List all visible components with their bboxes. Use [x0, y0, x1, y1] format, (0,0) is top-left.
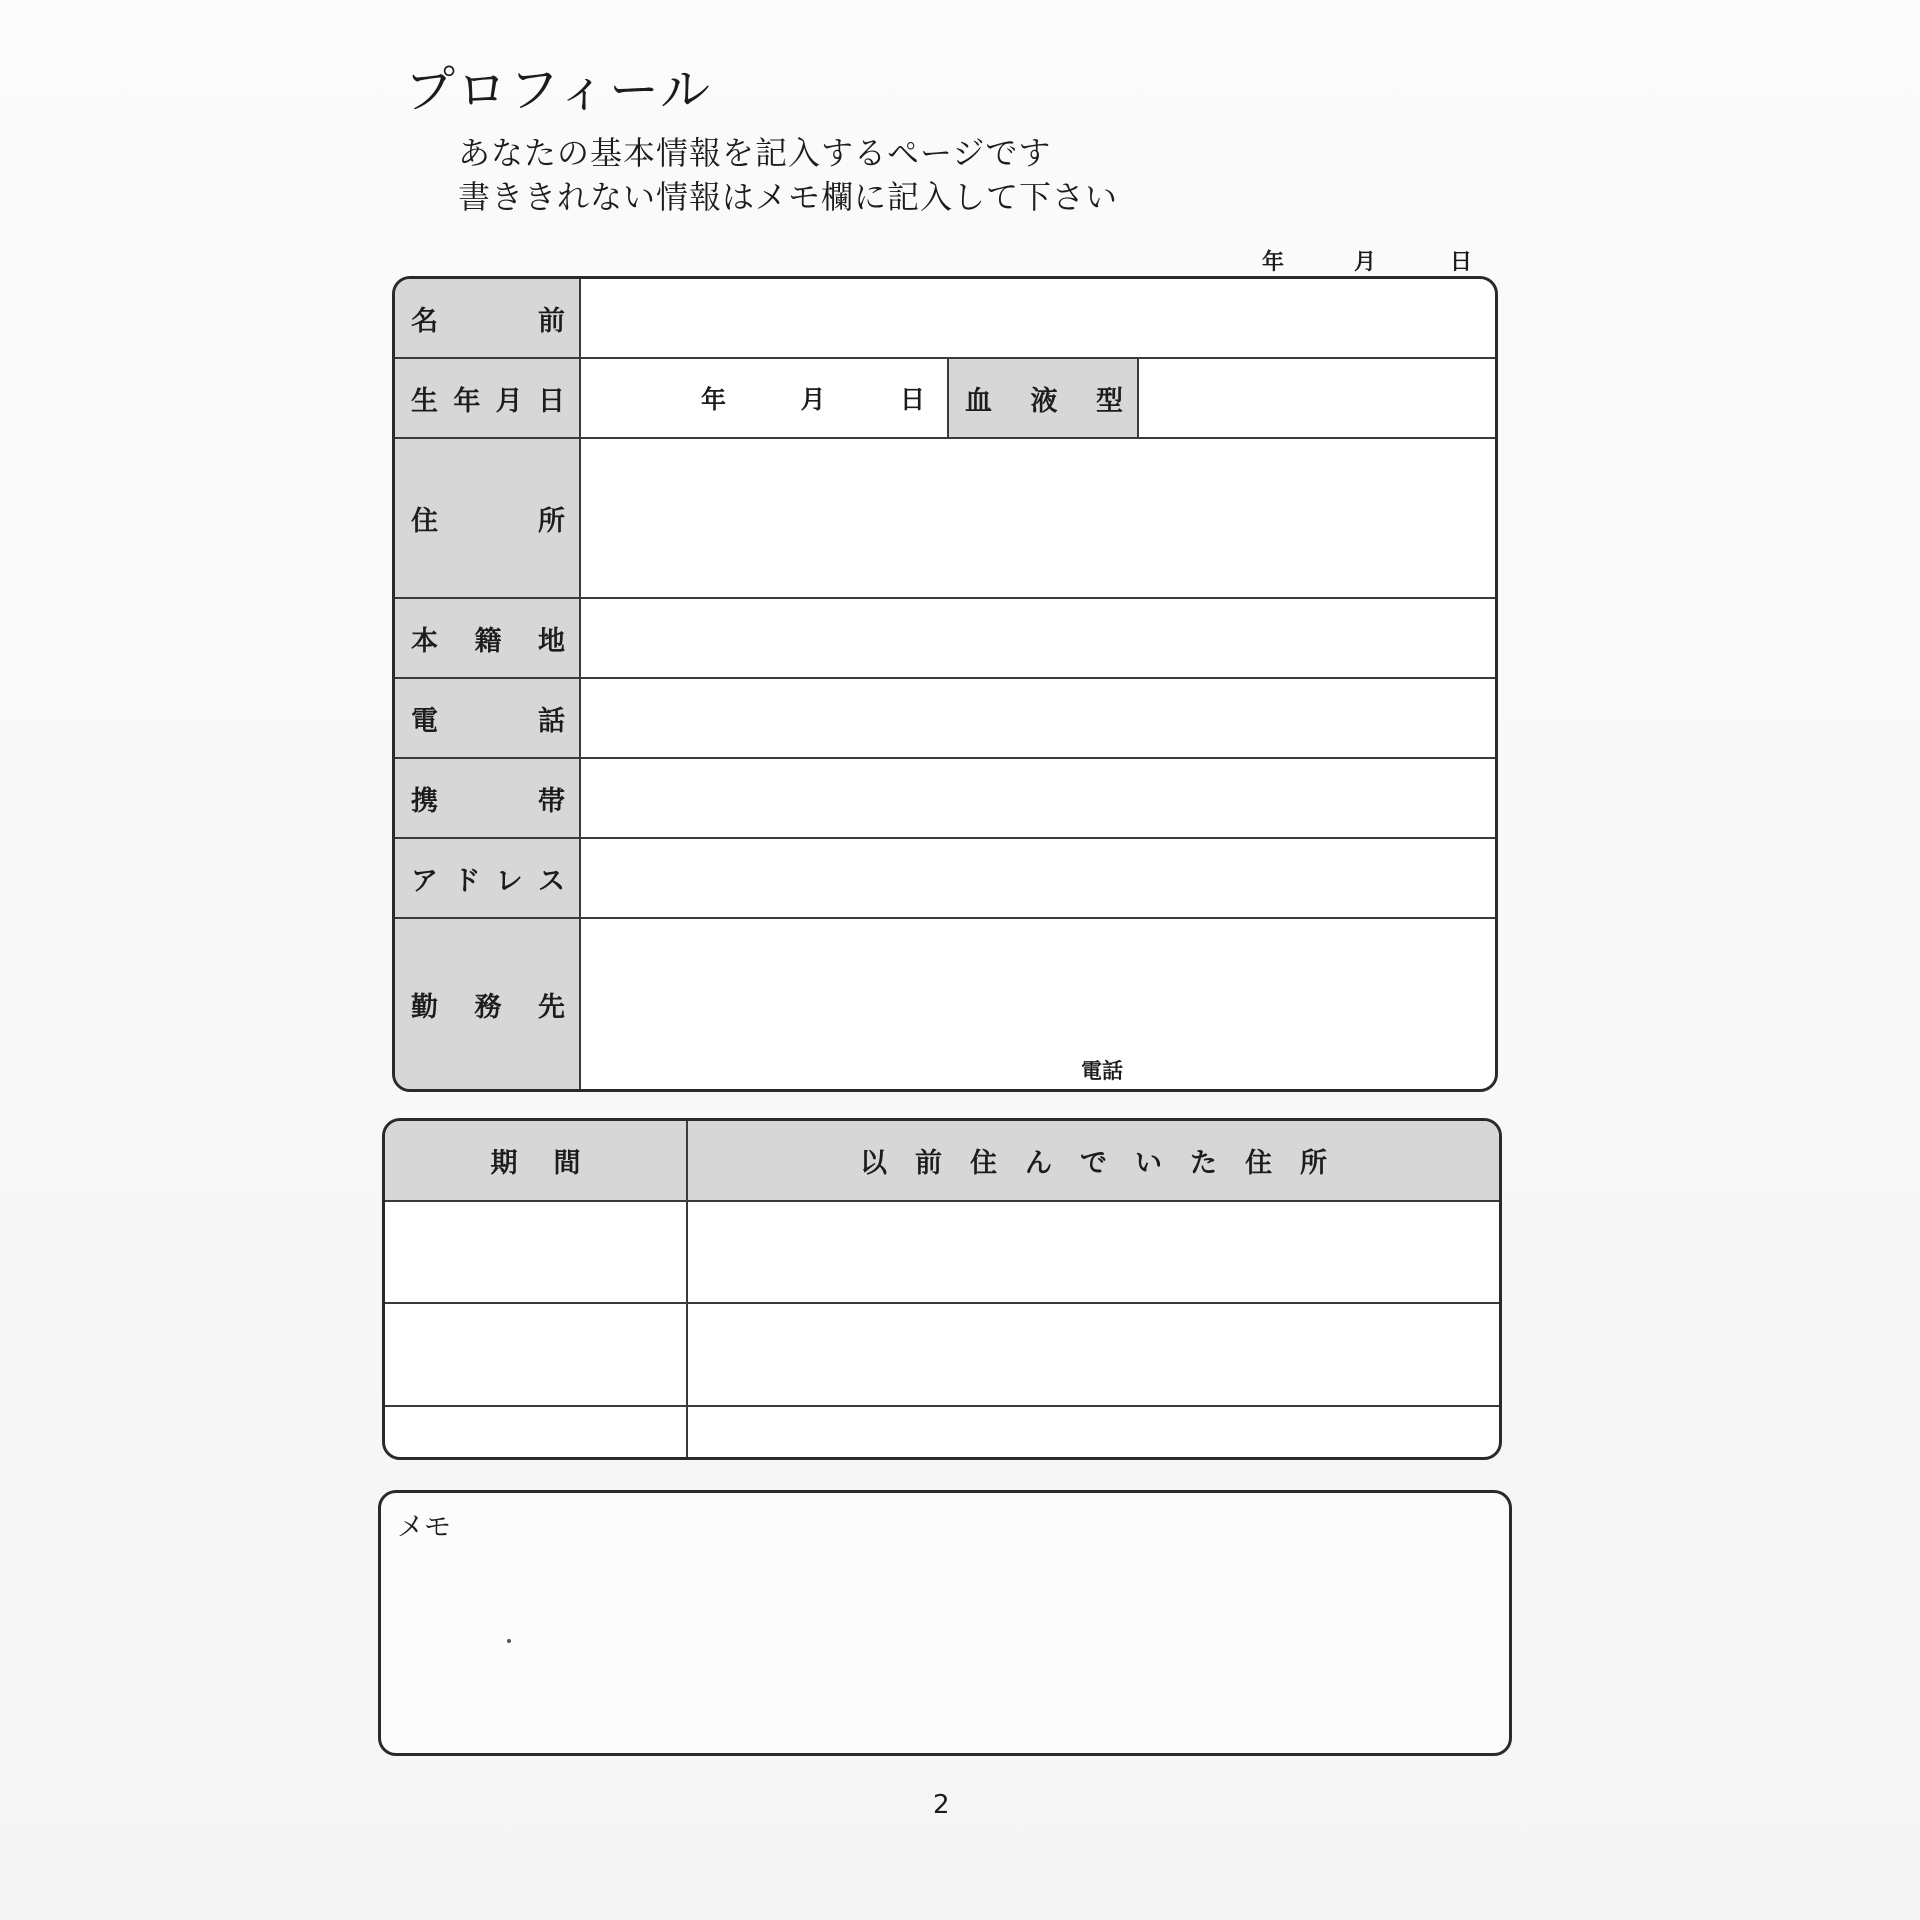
workplace-label: 勤 務 先 — [395, 919, 579, 1089]
name-label: 名 前 — [395, 279, 579, 357]
name-row — [395, 279, 1495, 358]
address-row — [395, 438, 1495, 598]
date-month-label: 月 — [1354, 250, 1377, 275]
workplace-phone-label: 電話 — [1081, 1059, 1123, 1083]
period-header: 期 間 — [385, 1121, 686, 1200]
address-history-table — [382, 1118, 1502, 1460]
mobile-row — [395, 758, 1495, 838]
date-day-label: 日 — [1450, 250, 1473, 275]
history-header-row — [385, 1121, 1499, 1201]
date-year-label: 年 — [1262, 250, 1285, 275]
phone-field[interactable] — [580, 678, 1495, 758]
address-field[interactable] — [580, 438, 1495, 598]
page-title: プロフィール — [405, 61, 712, 119]
history-period-field[interactable] — [385, 1406, 687, 1457]
birthday-day-label: 日 — [899, 385, 925, 414]
memo-dot — [507, 1639, 511, 1643]
email-label: ア ド レ ス — [395, 839, 579, 917]
phone-label: 電 話 — [395, 679, 579, 757]
history-address-field[interactable] — [687, 1201, 1499, 1303]
workplace-field[interactable] — [580, 918, 1495, 1089]
description-line-2: 書ききれない情報はメモ欄に記入して下さい — [458, 178, 1119, 216]
history-address-field[interactable] — [687, 1303, 1499, 1405]
email-field[interactable] — [580, 838, 1495, 918]
history-row — [385, 1303, 1499, 1405]
name-field[interactable] — [580, 279, 1495, 358]
page-number: 2 — [933, 1790, 950, 1820]
birthday-label: 生 年 月 日 — [395, 359, 579, 437]
history-row — [385, 1406, 1499, 1457]
domicile-row — [395, 598, 1495, 678]
history-period-field[interactable] — [385, 1201, 687, 1303]
mobile-field[interactable] — [580, 758, 1495, 838]
birthday-field[interactable] — [580, 358, 948, 438]
phone-row — [395, 678, 1495, 758]
workplace-row — [395, 918, 1495, 1089]
birthday-row — [395, 358, 1495, 438]
history-period-field[interactable] — [385, 1303, 687, 1405]
profile-form — [392, 276, 1498, 1092]
previous-address-header: 以 前 住 ん で い た 住 所 — [688, 1121, 1499, 1200]
domicile-label: 本 籍 地 — [395, 599, 579, 677]
description-line-1: あなたの基本情報を記入するページです — [458, 134, 1052, 172]
blood-type-label: 血 液 型 — [949, 359, 1137, 437]
history-address-field[interactable] — [687, 1406, 1499, 1457]
birthday-year-label: 年 — [701, 385, 727, 414]
birthday-month-label: 月 — [800, 385, 826, 414]
mobile-label: 携 帯 — [395, 759, 579, 837]
history-row — [385, 1201, 1499, 1303]
email-row — [395, 838, 1495, 918]
address-label: 住 所 — [395, 439, 579, 597]
memo-box[interactable] — [378, 1490, 1512, 1756]
blood-type-field[interactable] — [1138, 358, 1495, 438]
domicile-field[interactable] — [580, 598, 1495, 678]
memo-label: メモ — [397, 1512, 451, 1543]
